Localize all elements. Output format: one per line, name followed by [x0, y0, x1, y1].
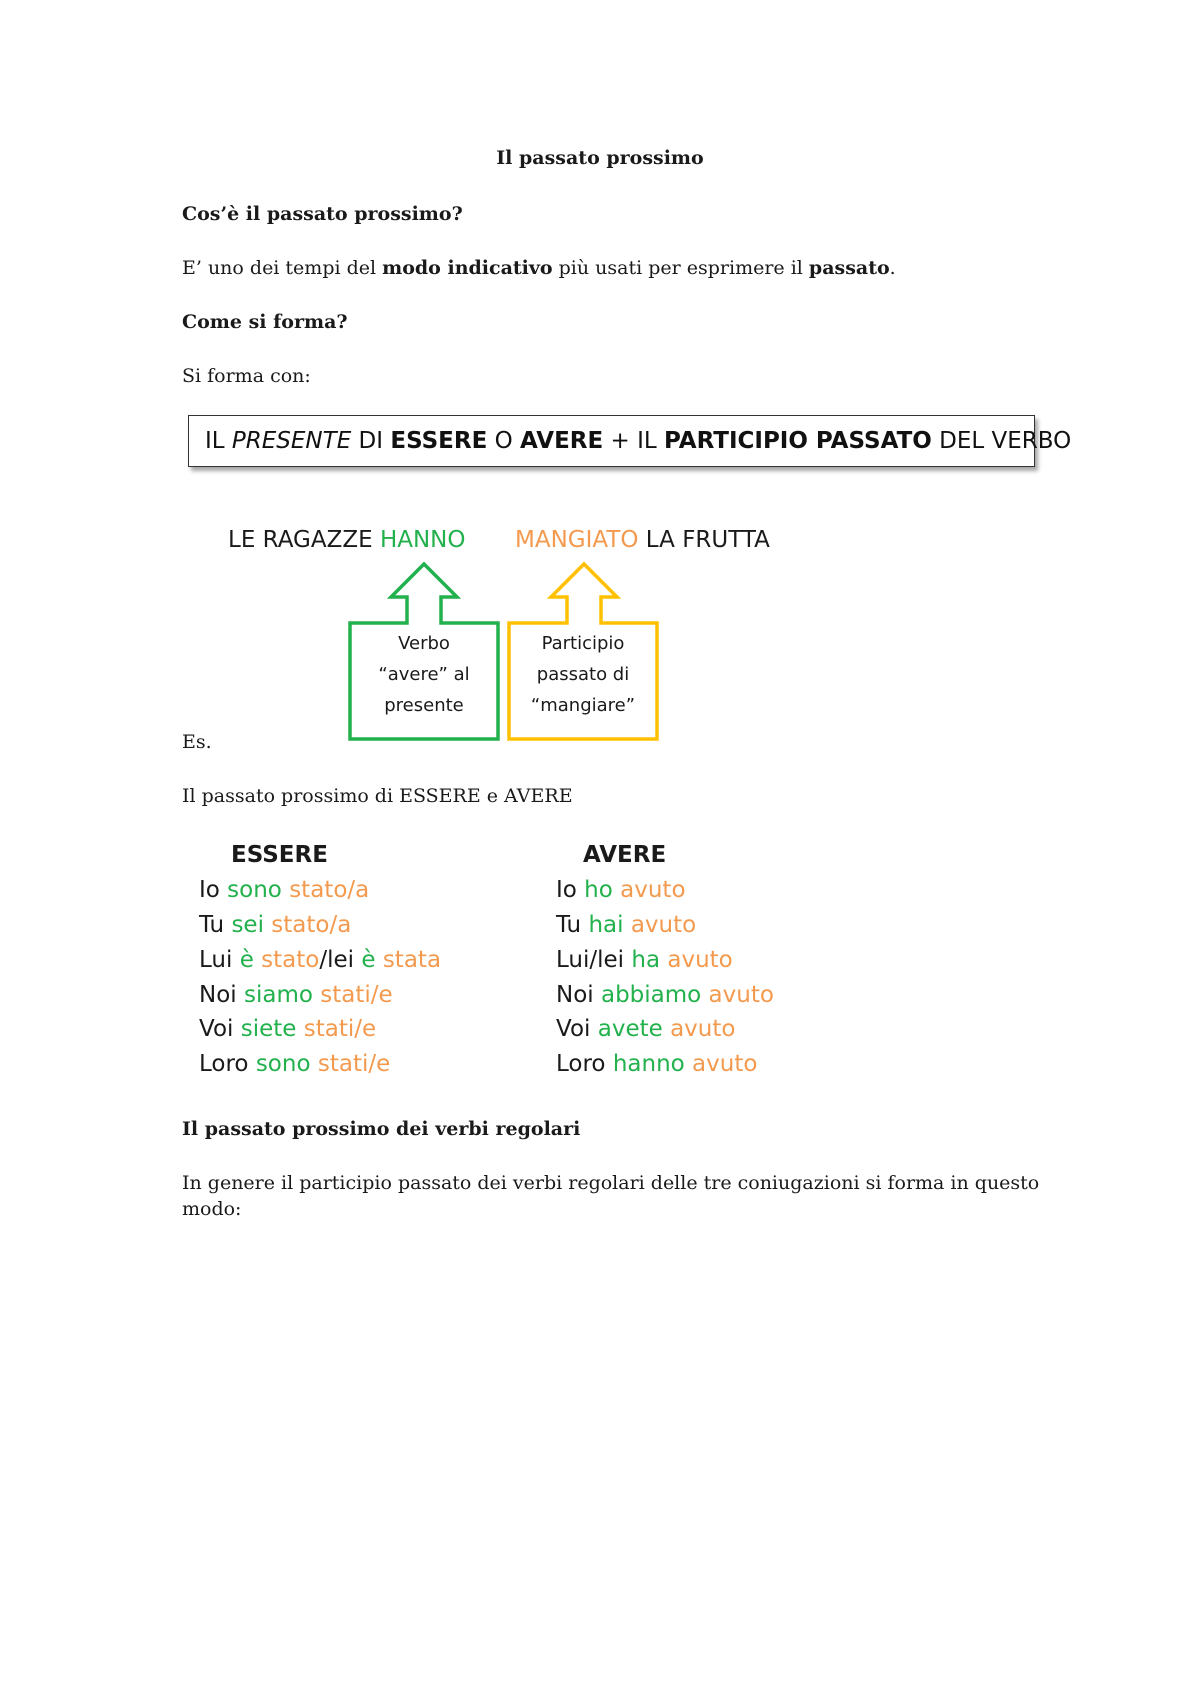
example-subject: LE RAGAZZE — [228, 527, 380, 553]
formula-avere: AVERE — [520, 428, 604, 454]
formula-part: DEL VERBO — [931, 428, 1072, 454]
auxiliary: sono — [227, 877, 282, 903]
participle: avuto — [662, 1016, 736, 1042]
yellow-box-line: “mangiare” — [530, 695, 636, 716]
pronoun: Tu — [556, 912, 589, 938]
question-come-si-forma: Come si forma? — [182, 311, 348, 333]
yellow-box-line: passato di — [536, 664, 630, 685]
es-label: Es. — [182, 731, 212, 753]
pronoun: Loro — [199, 1051, 256, 1077]
participle: stati/e — [312, 982, 393, 1008]
answer-bold-passato: passato — [808, 257, 890, 279]
pronoun: Lui — [199, 947, 240, 973]
essere-row — [199, 877, 369, 903]
auxiliary: avete — [597, 1016, 663, 1042]
participle: stati/e — [310, 1051, 391, 1077]
avere-row — [556, 1051, 757, 1077]
para-verbi-regolari-line2: modo: — [182, 1198, 242, 1220]
pronoun: Noi — [556, 982, 601, 1008]
yellow-box-label — [511, 628, 655, 721]
essere-row — [199, 1016, 376, 1042]
avere-row — [556, 947, 733, 973]
avere-row — [556, 912, 696, 938]
pronoun: Tu — [199, 912, 232, 938]
essere-row — [199, 947, 441, 973]
pronoun: /lei — [319, 947, 362, 973]
participle: stato/a — [263, 912, 352, 938]
formula-part: O — [487, 428, 521, 454]
essere-row — [199, 912, 351, 938]
pronoun: Loro — [556, 1051, 613, 1077]
green-box-line: Verbo — [398, 633, 450, 654]
participle: avuto — [623, 912, 697, 938]
participle: stati/e — [296, 1016, 377, 1042]
page-title: Il passato prossimo — [496, 147, 704, 169]
auxiliary: hai — [588, 912, 624, 938]
para-verbi-regolari-line1: In genere il participio passato dei verbi regolari delle tre coniugazioni si forma in questo — [182, 1172, 1040, 1194]
answer-text-pre: E’ uno dei tempi del — [182, 257, 383, 279]
example-object: LA FRUTTA — [638, 527, 770, 553]
question-cos-e: Cos’è il passato prossimo? — [182, 203, 463, 225]
section-verbi-regolari: Il passato prossimo dei verbi regolari — [182, 1118, 581, 1140]
answer-text-end: . — [889, 257, 896, 279]
pronoun: Voi — [556, 1016, 598, 1042]
essere-row — [199, 1051, 390, 1077]
formula-essere: ESSERE — [390, 428, 488, 454]
answer-bold-modo-indicativo: modo indicativo — [382, 257, 553, 279]
auxiliary: siete — [240, 1016, 297, 1042]
participle: stata — [375, 947, 442, 973]
essere-row — [199, 982, 393, 1008]
essere-heading: ESSERE — [231, 842, 328, 868]
si-forma-con: Si forma con: — [182, 365, 311, 387]
participle: avuto — [612, 877, 686, 903]
formula-part: DI — [351, 428, 391, 454]
participle: avuto — [660, 947, 733, 973]
auxiliary: siamo — [243, 982, 313, 1008]
yellow-box-line: Participio — [541, 633, 625, 654]
participle: avuto — [701, 982, 774, 1008]
pronoun: Io — [556, 877, 585, 903]
avere-row — [556, 982, 774, 1008]
green-box-line: “avere” al — [378, 664, 470, 685]
pronoun: Lui/lei — [556, 947, 632, 973]
essere-avere-intro: Il passato prossimo di ESSERE e AVERE — [182, 785, 573, 807]
auxiliary: abbiamo — [600, 982, 702, 1008]
participle: stato — [253, 947, 320, 973]
formula-part: + IL — [603, 428, 665, 454]
green-box-line: presente — [384, 695, 464, 716]
answer-text-mid: più usati per esprimere il — [552, 257, 809, 279]
participle: stato/a — [281, 877, 370, 903]
avere-row — [556, 877, 686, 903]
participle: avuto — [684, 1051, 758, 1077]
example-participle: MANGIATO — [515, 527, 639, 553]
formula-participio-passato: PARTICIPIO PASSATO — [664, 428, 932, 454]
formula-presente: PRESENTE — [231, 428, 352, 454]
auxiliary: è — [239, 947, 254, 973]
pronoun: Io — [199, 877, 228, 903]
pronoun: Noi — [199, 982, 244, 1008]
pronoun: Voi — [199, 1016, 241, 1042]
auxiliary: è — [361, 947, 376, 973]
auxiliary: ho — [584, 877, 613, 903]
green-box-label — [352, 628, 496, 721]
formula-part: IL — [205, 428, 232, 454]
auxiliary: ha — [631, 947, 661, 973]
auxiliary: sei — [231, 912, 264, 938]
avere-row — [556, 1016, 735, 1042]
auxiliary: sono — [255, 1051, 311, 1077]
avere-heading: AVERE — [583, 842, 667, 868]
auxiliary: hanno — [612, 1051, 685, 1077]
example-auxiliary: HANNO — [379, 527, 466, 553]
